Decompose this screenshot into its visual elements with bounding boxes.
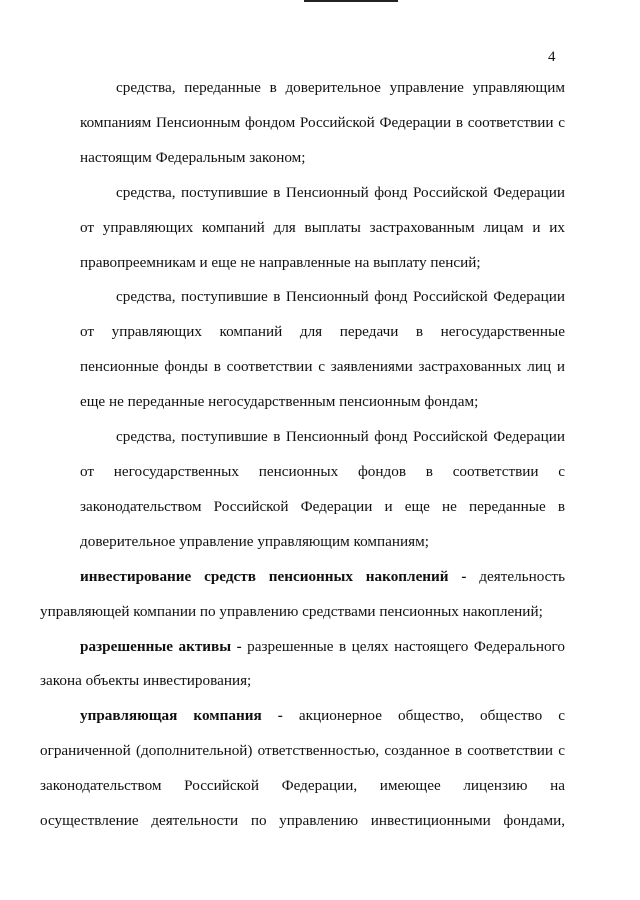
- paragraph-line: правопреемникам и еще не направленные на выплату пенсий;: [80, 253, 481, 271]
- definition-line: управляющей компании по управлению средствами пенсионных накоплений;: [40, 602, 543, 620]
- paragraph: [40, 280, 565, 420]
- definition-line: закона объекты инвестирования;: [40, 672, 252, 690]
- paragraph-line: средства, поступившие в Пенсионный фонд Российской Федерации: [116, 288, 565, 306]
- definition-text: разрешенные в целях настоящего Федерального: [247, 637, 565, 655]
- definition: [40, 630, 565, 700]
- definition-term: управляющая компания: [80, 707, 262, 725]
- page-number: 4: [548, 49, 556, 65]
- paragraph-line: средства, поступившие в Пенсионный фонд Российской Федерации: [116, 428, 565, 446]
- definition-dash: -: [261, 707, 299, 725]
- definition-term: разрешенные активы: [80, 637, 232, 655]
- definition-first-line: [40, 630, 565, 665]
- paragraph-line: законодательством Российской Федерации и еще не переданные в: [80, 497, 565, 515]
- paragraph-line: еще не переданные негосударственным пенсионным фондам;: [80, 393, 479, 411]
- definition-first-line: [40, 560, 565, 595]
- paragraph-line: компаниям Пенсионным фондом Российской Федерации в соответствии с: [80, 113, 565, 131]
- header-rule: [304, 0, 398, 2]
- definition-term: инвестирование средств пенсионных накоплений: [80, 567, 449, 585]
- paragraph-line: средства, переданные в доверительное управление управляющим: [116, 79, 565, 96]
- paragraph: [40, 71, 565, 176]
- definition-dash: -: [448, 567, 480, 585]
- definition-line: осуществление деятельности по управлению инвестиционными фондами,: [40, 812, 565, 830]
- paragraph: [40, 420, 565, 560]
- paragraph-line: доверительное управление управляющим компаниям;: [80, 532, 429, 550]
- definition-text: деятельность: [479, 567, 565, 585]
- definition-first-line: [40, 699, 565, 734]
- definition: [40, 699, 565, 839]
- paragraph-line: средства, поступившие в Пенсионный фонд Российской Федерации: [116, 183, 565, 201]
- definition-line: законодательством Российской Федерации, имеющее лицензию на: [40, 777, 565, 795]
- paragraph-line: от управляющих компаний для передачи в негосударственные: [80, 323, 565, 341]
- definition-text: акционерное общество, общество с: [298, 707, 566, 725]
- paragraph-line: от управляющих компаний для выплаты застрахованным лицам и их: [80, 218, 565, 236]
- definition-line: ограниченной (дополнительной) ответственностью, созданное в соответствии с: [40, 742, 565, 760]
- paragraph-line: настоящим Федеральным законом;: [80, 148, 306, 166]
- definition-dash: -: [231, 637, 248, 655]
- paragraph: [40, 176, 565, 281]
- definition: [40, 560, 565, 630]
- document-body: [40, 71, 565, 839]
- paragraph-line: пенсионные фонды в соответствии с заявлениями застрахованных лиц и: [80, 358, 565, 376]
- paragraph-line: от негосударственных пенсионных фондов в соответствии с: [80, 462, 565, 480]
